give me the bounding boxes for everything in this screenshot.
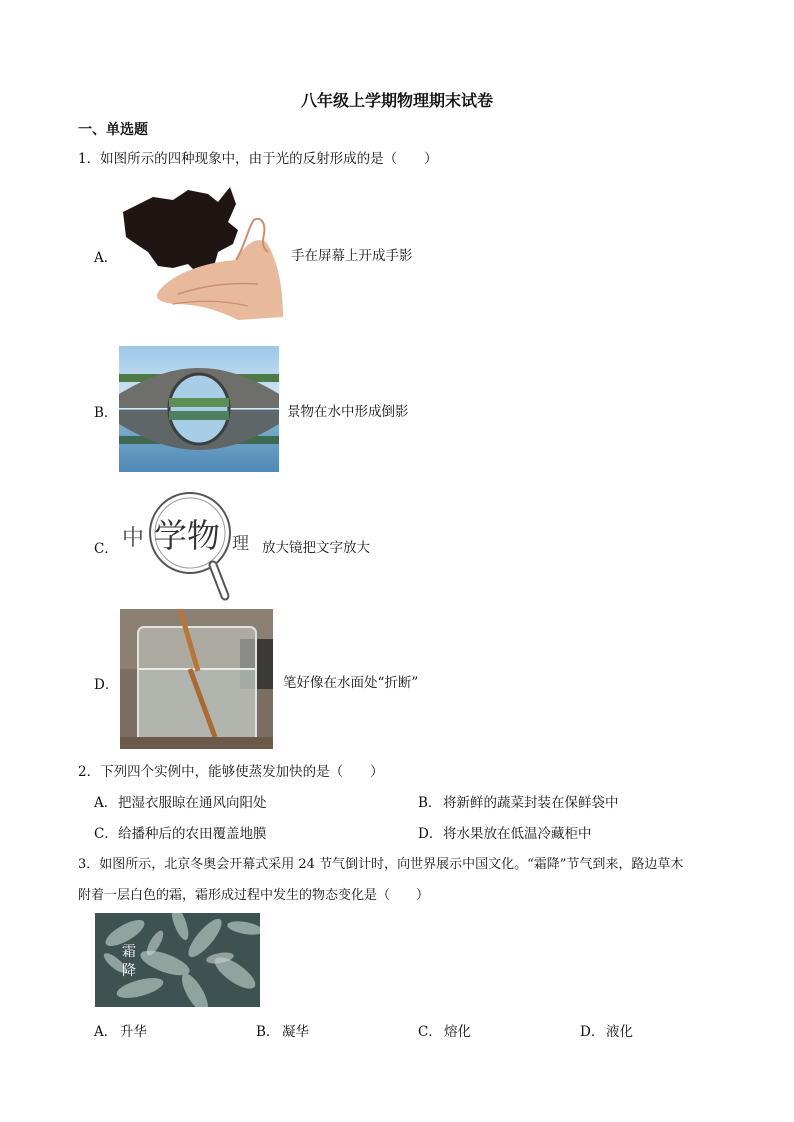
question-1-stem: 1．如图所示的四种现象中，由于光的反射形成的是（ ） <box>78 151 438 167</box>
q2-option-b-text: 将新鲜的蔬菜封装在保鲜袋中 <box>443 795 619 811</box>
q3-option-a-label: A． <box>94 1024 118 1040</box>
q1-option-a-label: A． <box>94 250 118 266</box>
magnifier-char-right: 理 <box>232 534 249 554</box>
q1-option-d-text: 笔好像在水面处“折断” <box>283 675 419 691</box>
q1-option-b-text: 景物在水中形成倒影 <box>287 404 409 420</box>
frost-char-1: 霜 <box>122 944 136 960</box>
q3-option-b-label: B． <box>256 1024 280 1040</box>
q1-option-c-label: C． <box>94 541 118 557</box>
q2-option-a-text: 把湿衣服晾在通风向阳处 <box>118 795 267 811</box>
frost-char-2: 降 <box>122 963 136 979</box>
q3-option-b-text: 凝华 <box>282 1024 309 1040</box>
q2-option-b-label: B． <box>418 795 442 811</box>
q2-option-d-label: D． <box>418 826 443 842</box>
q3-option-d-text: 液化 <box>606 1024 633 1040</box>
pencil-in-water-image <box>120 609 273 749</box>
q1-option-c-text: 放大镜把文字放大 <box>262 540 370 556</box>
magnifier-char-center: 学物 <box>154 516 220 555</box>
frost-leaves-image <box>95 913 260 1007</box>
q3-option-a-text: 升华 <box>120 1024 147 1040</box>
question-2-stem: 2．下列四个实例中，能够使蒸发加快的是（ ） <box>78 764 384 780</box>
magnifier-char-left: 中 <box>122 526 145 551</box>
hand-shadow-image <box>118 182 286 322</box>
section-heading: 一、单选题 <box>78 122 148 138</box>
q3-option-c-label: C． <box>418 1024 442 1040</box>
page-title: 八年级上学期物理期末试卷 <box>300 91 493 110</box>
q1-option-b-label: B． <box>94 405 118 421</box>
question-3-stem-line1: 3．如图所示，北京冬奥会开幕式采用 24 节气倒计时，向世界展示中国文化。“霜降”节气到来，路边草木 <box>78 857 684 872</box>
q1-option-a-text: 手在屏幕上开成手影 <box>291 248 413 264</box>
q2-option-d-text: 将水果放在低温冷藏柜中 <box>443 826 592 842</box>
question-3-stem-line2: 附着一层白色的霜，霜形成过程中发生的物态变化是（ ） <box>78 888 430 903</box>
q3-option-d-label: D． <box>580 1024 605 1040</box>
q2-option-a-label: A． <box>94 795 118 811</box>
q3-option-c-text: 熔化 <box>444 1024 471 1040</box>
q1-option-d-label: D． <box>94 677 119 693</box>
q2-option-c-label: C． <box>94 826 118 842</box>
bridge-reflection-image <box>119 346 279 472</box>
magnifier-image <box>118 492 258 604</box>
q2-option-c-text: 给播种后的农田覆盖地膜 <box>118 826 267 842</box>
